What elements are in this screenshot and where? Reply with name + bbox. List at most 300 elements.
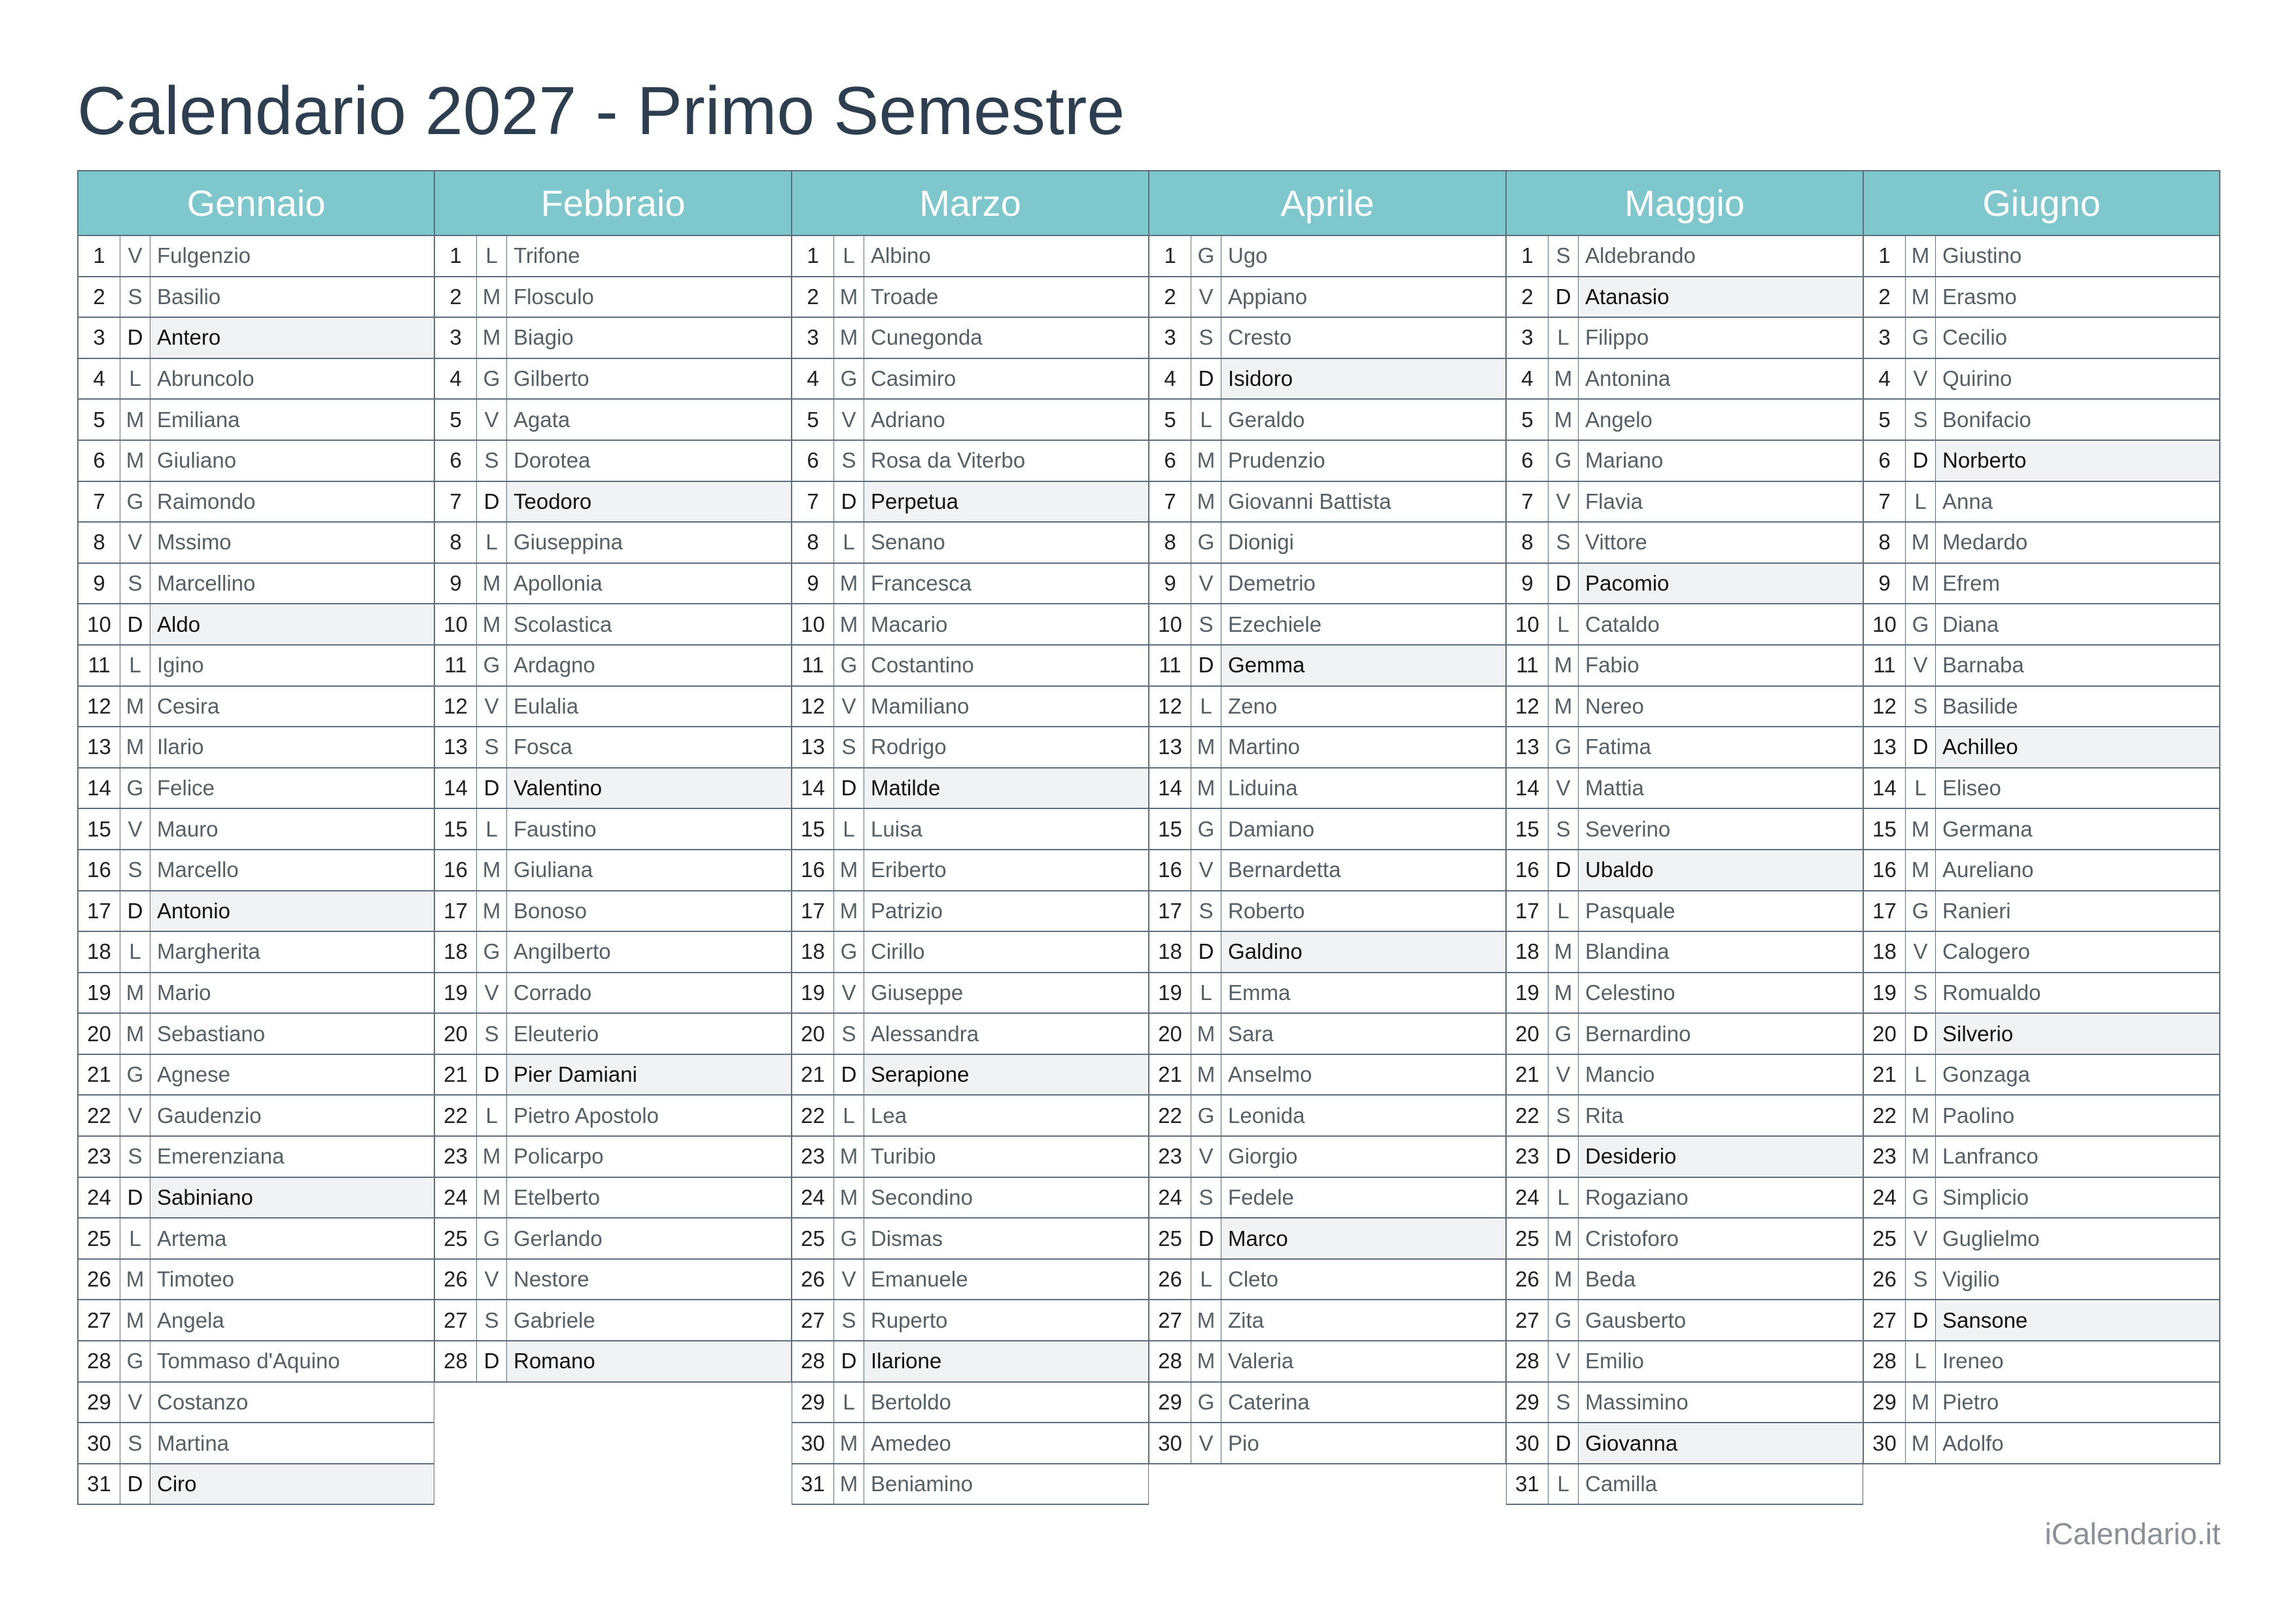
weekday-letter: L (1191, 400, 1221, 440)
day-row (77, 236, 434, 277)
day-number: 28 (1507, 1341, 1549, 1381)
day-row (434, 1218, 792, 1260)
saint-name: Emma (1228, 980, 1291, 1005)
day-number: 9 (792, 564, 834, 604)
day-row (1863, 809, 2220, 850)
day-row (1506, 1300, 1863, 1341)
day-number: 17 (435, 891, 477, 931)
weekday-letter: S (1191, 891, 1221, 931)
day-row (1149, 891, 1506, 933)
day-row (77, 482, 434, 523)
day-row (1863, 769, 2220, 810)
day-row (1863, 891, 2220, 933)
day-row (792, 809, 1149, 850)
weekday-letter: M (1906, 1096, 1936, 1135)
day-number: 28 (792, 1341, 834, 1381)
weekday-letter: G (1191, 236, 1221, 276)
day-number: 26 (435, 1260, 477, 1300)
day-number: 31 (79, 1464, 120, 1504)
day-row (77, 769, 434, 810)
day-number: 16 (435, 850, 477, 890)
day-number: 20 (1149, 1014, 1191, 1054)
weekday-letter: L (1549, 891, 1579, 931)
weekday-letter: L (120, 932, 150, 972)
weekday-letter: S (834, 1014, 864, 1054)
saint-name: Gausberto (1585, 1307, 1687, 1332)
weekday-letter: M (1549, 973, 1579, 1013)
day-number: 21 (792, 1055, 834, 1095)
day-number: 10 (792, 604, 834, 644)
weekday-letter: L (834, 1383, 864, 1423)
day-number: 7 (792, 482, 834, 522)
saint-name: Marcellino (157, 571, 256, 596)
day-row (1149, 482, 1506, 523)
weekday-letter: G (834, 932, 864, 972)
day-number: 20 (792, 1014, 834, 1054)
saint-name: Apollonia (514, 571, 603, 596)
weekday-letter: D (1191, 1218, 1221, 1258)
saint-name: Angelo (1585, 407, 1653, 432)
day-row (1863, 441, 2220, 482)
day-number: 7 (1864, 482, 1906, 522)
day-row (1506, 646, 1863, 687)
day-number: 2 (1149, 277, 1191, 317)
saint-name: Ruperto (871, 1307, 948, 1332)
weekday-letter: G (120, 1055, 150, 1095)
saint-name: Policarpo (514, 1144, 604, 1169)
day-number: 12 (435, 687, 477, 727)
day-row (1149, 564, 1506, 605)
day-number: 15 (435, 809, 477, 849)
weekday-letter: M (477, 1178, 507, 1218)
saint-name: Desiderio (1579, 1137, 1863, 1177)
day-row (1506, 236, 1863, 277)
day-row (1863, 1137, 2220, 1178)
saint-name: Martina (157, 1430, 230, 1455)
day-number: 13 (792, 727, 834, 767)
day-number: 7 (435, 482, 477, 522)
day-number: 14 (1507, 769, 1549, 808)
day-number: 23 (1864, 1137, 1906, 1177)
day-number: 14 (792, 769, 834, 808)
day-number: 15 (1149, 809, 1191, 849)
day-number: 22 (1507, 1096, 1549, 1135)
day-row (1506, 1464, 1863, 1506)
day-row (792, 1096, 1149, 1137)
saint-name: Adriano (871, 407, 945, 432)
saint-name: Mattia (1585, 776, 1644, 801)
weekday-letter: L (477, 809, 507, 849)
day-row (792, 1178, 1149, 1219)
day-number: 15 (1864, 809, 1906, 849)
day-number: 20 (1864, 1014, 1906, 1054)
day-row (792, 932, 1149, 973)
saint-name: Pacomio (1579, 564, 1863, 604)
saint-name: Mario (157, 980, 211, 1005)
saint-name: Tommaso d'Aquino (157, 1349, 340, 1373)
day-number: 14 (1864, 769, 1906, 808)
saint-name: Fabio (1585, 653, 1639, 678)
weekday-letter: M (1191, 1055, 1221, 1095)
weekday-letter: V (834, 973, 864, 1013)
day-row (792, 523, 1149, 564)
saint-name: Isidoro (1221, 359, 1505, 399)
day-row (792, 1137, 1149, 1178)
saint-name: Prudenzio (1228, 448, 1325, 473)
weekday-letter: D (1191, 932, 1221, 972)
weekday-letter: V (477, 973, 507, 1013)
day-number: 29 (1864, 1383, 1906, 1423)
weekday-letter: V (1191, 1423, 1221, 1463)
day-row (1506, 441, 1863, 482)
day-row (77, 973, 434, 1014)
day-row (77, 1137, 434, 1178)
day-number: 10 (1149, 604, 1191, 644)
weekday-letter: S (1191, 318, 1221, 358)
day-row (792, 1260, 1149, 1301)
day-row (434, 769, 792, 810)
saint-name: Quirino (1942, 366, 2012, 391)
weekday-letter: M (477, 277, 507, 317)
day-number: 13 (79, 727, 120, 767)
day-row (1149, 687, 1506, 728)
day-number: 6 (435, 441, 477, 481)
weekday-letter: V (477, 1260, 507, 1300)
weekday-letter: G (1549, 1014, 1579, 1054)
weekday-letter: V (1549, 1055, 1579, 1095)
saint-name: Aldebrando (1585, 243, 1696, 268)
saint-name: Blandina (1585, 939, 1670, 964)
saint-name: Cirillo (871, 939, 925, 964)
saint-name: Beniamino (871, 1472, 973, 1496)
saint-name: Ranieri (1942, 898, 2011, 923)
weekday-letter: S (1549, 1383, 1579, 1423)
weekday-letter: D (477, 482, 507, 522)
day-number: 16 (79, 850, 120, 890)
day-row (434, 809, 792, 850)
day-number: 8 (79, 523, 120, 562)
weekday-letter: M (1191, 1300, 1221, 1340)
weekday-letter: M (834, 277, 864, 317)
weekday-letter: V (1906, 646, 1936, 685)
day-row (434, 400, 792, 441)
saint-name: Amedeo (871, 1430, 951, 1455)
day-number: 30 (792, 1423, 834, 1463)
day-number: 19 (435, 973, 477, 1013)
weekday-letter: M (1549, 646, 1579, 685)
weekday-letter: V (1906, 1218, 1936, 1258)
day-row (792, 1014, 1149, 1055)
weekday-letter: G (477, 932, 507, 972)
weekday-letter: S (1191, 604, 1221, 644)
day-number: 24 (1149, 1178, 1191, 1218)
day-row (792, 891, 1149, 933)
day-row (77, 687, 434, 728)
day-row (1149, 1014, 1506, 1055)
day-row (1506, 1096, 1863, 1137)
day-row (77, 1300, 434, 1341)
day-row (792, 482, 1149, 523)
weekday-letter: D (1906, 1014, 1936, 1054)
day-number: 4 (435, 359, 477, 399)
day-number: 18 (79, 932, 120, 972)
day-number: 11 (1149, 646, 1191, 685)
saint-name: Macario (871, 612, 948, 636)
day-number: 25 (435, 1218, 477, 1258)
day-row (1863, 523, 2220, 564)
day-number: 21 (1864, 1055, 1906, 1095)
weekday-letter: S (477, 1014, 507, 1054)
day-number: 9 (79, 564, 120, 604)
day-number: 9 (435, 564, 477, 604)
day-row (77, 932, 434, 973)
day-row (1863, 318, 2220, 359)
saint-name: Felice (157, 776, 215, 801)
weekday-letter: M (120, 1014, 150, 1054)
saint-name: Eriberto (871, 857, 947, 882)
saint-name: Sansone (1936, 1300, 2219, 1340)
months-grid (77, 170, 2220, 1505)
weekday-letter: M (120, 441, 150, 481)
day-row (77, 646, 434, 687)
day-row (1149, 1178, 1506, 1219)
day-number: 25 (1864, 1218, 1906, 1258)
saint-name: Emanuele (871, 1267, 968, 1292)
saint-name: Serapione (864, 1055, 1148, 1095)
day-row (1863, 1218, 2220, 1260)
day-number: 29 (79, 1383, 120, 1423)
day-row (434, 973, 792, 1014)
weekday-letter: V (477, 687, 507, 727)
day-row (1506, 318, 1863, 359)
saint-name: Marco (1221, 1218, 1505, 1258)
day-row (1863, 236, 2220, 277)
saint-name: Margherita (157, 939, 260, 964)
saint-name: Antonio (150, 891, 434, 931)
day-number: 2 (792, 277, 834, 317)
month-header: Febbraio (434, 170, 792, 236)
weekday-letter: G (477, 646, 507, 685)
saint-name: Cunegonda (871, 325, 983, 350)
day-row (434, 236, 792, 277)
weekday-letter: L (477, 1096, 507, 1135)
day-number: 19 (1864, 973, 1906, 1013)
day-row (434, 1096, 792, 1137)
saint-name: Marcello (157, 857, 239, 882)
saint-name: Geraldo (1228, 407, 1305, 432)
saint-name: Gemma (1221, 646, 1505, 685)
weekday-letter: L (120, 646, 150, 685)
day-number: 11 (1864, 646, 1906, 685)
day-row (1149, 277, 1506, 319)
day-number: 1 (1149, 236, 1191, 276)
weekday-letter: M (1906, 523, 1936, 562)
day-number: 9 (1507, 564, 1549, 604)
day-number: 18 (792, 932, 834, 972)
day-row (792, 973, 1149, 1014)
weekday-letter: M (477, 604, 507, 644)
saint-name: Luisa (871, 816, 922, 841)
weekday-letter: V (1191, 277, 1221, 317)
saint-name: Anna (1942, 489, 1993, 513)
day-row (792, 359, 1149, 400)
day-row (434, 1137, 792, 1178)
day-row (1149, 318, 1506, 359)
day-number: 2 (79, 277, 120, 317)
saint-name: Gonzaga (1942, 1062, 2030, 1087)
saint-name: Pasquale (1585, 898, 1675, 923)
saint-name: Fulgenzio (157, 243, 251, 268)
saint-name: Ilarione (864, 1341, 1148, 1381)
weekday-letter: G (1906, 1178, 1936, 1218)
day-row (792, 564, 1149, 605)
day-row (1506, 1383, 1863, 1424)
month-header: Gennaio (77, 170, 434, 236)
day-row (434, 891, 792, 933)
saint-name: Valeria (1228, 1349, 1294, 1373)
saint-name: Silverio (1936, 1014, 2219, 1054)
saint-name: Fatima (1585, 734, 1651, 759)
weekday-letter: S (120, 277, 150, 317)
saint-name: Rita (1585, 1103, 1624, 1128)
day-number: 27 (79, 1300, 120, 1340)
brand-label: iCalendario.it (2044, 1517, 2220, 1551)
weekday-letter: S (834, 727, 864, 767)
day-row (434, 441, 792, 482)
day-number: 11 (792, 646, 834, 685)
saint-name: Gaudenzio (157, 1103, 262, 1128)
weekday-letter: S (120, 564, 150, 604)
saint-name: Emiliana (157, 407, 240, 432)
saint-name: Rogaziano (1585, 1184, 1689, 1209)
day-number: 5 (435, 400, 477, 440)
day-row (77, 523, 434, 564)
weekday-letter: L (834, 236, 864, 276)
day-row (1506, 769, 1863, 810)
weekday-letter: D (1549, 850, 1579, 890)
saint-name: Celestino (1585, 980, 1675, 1005)
day-row (1149, 932, 1506, 973)
weekday-letter: M (1549, 1218, 1579, 1258)
day-row (434, 1178, 792, 1219)
day-row (792, 687, 1149, 728)
day-number: 13 (1149, 727, 1191, 767)
weekday-letter: S (834, 1300, 864, 1340)
saint-name: Antonina (1585, 366, 1671, 391)
saint-name: Camilla (1585, 1472, 1658, 1496)
weekday-letter: V (834, 687, 864, 727)
saint-name: Gabriele (514, 1307, 595, 1332)
day-row (792, 1464, 1149, 1506)
day-number: 26 (79, 1260, 120, 1300)
saint-name: Dorotea (514, 448, 591, 473)
saint-name: Diana (1942, 612, 1999, 636)
day-row (1149, 1137, 1506, 1178)
weekday-letter: D (1549, 564, 1579, 604)
weekday-letter: V (120, 809, 150, 849)
weekday-letter: D (1191, 359, 1221, 399)
saint-name: Timoteo (157, 1267, 234, 1292)
saint-name: Cleto (1228, 1267, 1279, 1292)
day-number: 2 (435, 277, 477, 317)
saint-name: Costanzo (157, 1389, 249, 1414)
weekday-letter: M (1549, 359, 1579, 399)
saint-name: Bernardetta (1228, 857, 1341, 882)
day-row (1863, 482, 2220, 523)
weekday-letter: M (1191, 1341, 1221, 1381)
day-number: 3 (1507, 318, 1549, 358)
saint-name: Trifone (514, 243, 580, 268)
weekday-letter: S (1549, 809, 1579, 849)
saint-name: Angilberto (514, 939, 611, 964)
day-row (1506, 1178, 1863, 1219)
day-number: 17 (1507, 891, 1549, 931)
day-row (77, 564, 434, 605)
saint-name: Lanfranco (1942, 1144, 2039, 1169)
weekday-letter: V (1191, 1137, 1221, 1177)
saint-name: Roberto (1228, 898, 1305, 923)
saint-name: Rosa da Viterbo (871, 448, 1026, 473)
day-number: 21 (435, 1055, 477, 1095)
saint-name: Mssimo (157, 530, 232, 555)
day-row (792, 1055, 1149, 1096)
day-row (1149, 1423, 1506, 1464)
day-number: 17 (1864, 891, 1906, 931)
weekday-letter: M (1906, 277, 1936, 317)
day-row (1863, 932, 2220, 973)
saint-name: Flosculo (514, 284, 594, 309)
weekday-letter: S (120, 1137, 150, 1177)
day-row (1149, 769, 1506, 810)
day-number: 24 (79, 1178, 120, 1218)
saint-name: Ilario (157, 734, 204, 759)
day-number: 11 (79, 646, 120, 685)
day-number: 14 (79, 769, 120, 808)
weekday-letter: L (1191, 687, 1221, 727)
weekday-letter: D (834, 1341, 864, 1381)
day-row (77, 727, 434, 769)
day-number: 24 (1507, 1178, 1549, 1218)
saint-name: Giovanna (1579, 1423, 1863, 1463)
day-number: 18 (1507, 932, 1549, 972)
day-number: 21 (1149, 1055, 1191, 1095)
weekday-letter: L (1549, 604, 1579, 644)
saint-name: Giorgio (1228, 1144, 1298, 1169)
saint-name: Dionigi (1228, 530, 1294, 555)
day-row (1149, 400, 1506, 441)
weekday-letter: G (120, 482, 150, 522)
day-number: 12 (79, 687, 120, 727)
saint-name: Mariano (1585, 448, 1664, 473)
saint-name: Paolino (1942, 1103, 2015, 1128)
day-number: 5 (792, 400, 834, 440)
weekday-letter: L (834, 809, 864, 849)
day-number: 12 (792, 687, 834, 727)
weekday-letter: D (477, 1341, 507, 1381)
saint-name: Ugo (1228, 243, 1268, 268)
day-row (1149, 236, 1506, 277)
day-row (1149, 604, 1506, 646)
weekday-letter: G (1549, 1300, 1579, 1340)
weekday-letter: M (1549, 932, 1579, 972)
weekday-letter: M (120, 687, 150, 727)
day-row (1506, 277, 1863, 319)
day-row (1506, 1014, 1863, 1055)
day-number: 19 (79, 973, 120, 1013)
day-number: 24 (792, 1178, 834, 1218)
saint-name: Cataldo (1585, 612, 1660, 636)
saint-name: Pio (1228, 1430, 1259, 1455)
